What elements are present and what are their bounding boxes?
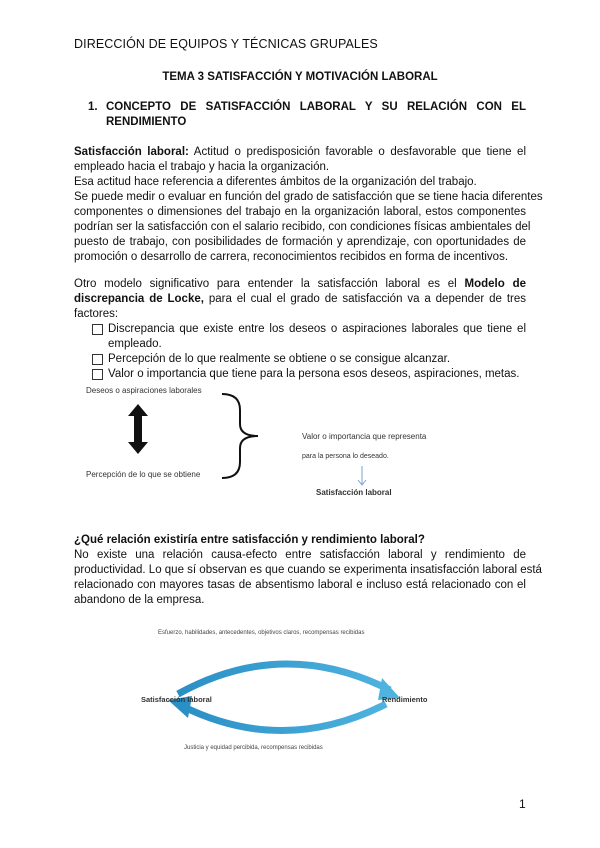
definition-text: Actitud o predisposición favorable o desfavorable que tiene el	[188, 146, 526, 158]
chapter-title: TEMA 3 SATISFACCIÓN Y MOTIVACIÓN LABORAL	[162, 71, 438, 83]
definition-paragraph	[74, 145, 543, 265]
factor-line: empleado.	[108, 338, 162, 350]
diagram-perception-label: Percepción de lo que se obtiene	[86, 470, 201, 479]
relation-paragraph	[74, 548, 542, 608]
cycle-bottom-label: Justicia y equidad percibida, recompensas recibidas	[184, 745, 323, 751]
relation-question: ¿Qué relación existiría entre satisfacción y rendimiento laboral?	[74, 534, 425, 546]
factor-line: Valor o importancia que tiene para la persona esos deseos, aspiraciones, metas.	[108, 368, 520, 380]
definition-term: Satisfacción laboral:	[74, 146, 189, 158]
relation-line: abandono de la empresa.	[74, 594, 205, 606]
checkbox-icon	[92, 324, 103, 335]
relation-line: No existe una relación causa-efecto entre satisfacción laboral y rendimiento de	[74, 549, 526, 561]
cycle-top-label: Esfuerzo, habilidades, antecedentes, objetivos claros, recompensas recibidas	[158, 630, 365, 636]
factor-list	[90, 322, 526, 382]
page-number: 1	[519, 797, 526, 811]
locke-intro: Otro modelo significativo para entender la satisfacción laboral es el	[74, 278, 465, 290]
list-item	[90, 322, 526, 352]
measure-line: promoción o desarrollo de carrera, reconocimientos recibidos en forma de incentivos.	[74, 251, 509, 263]
section-heading-line2: RENDIMIENTO	[106, 116, 187, 128]
locke-text: para el cual el grado de satisfacción va a depender de tres	[203, 293, 527, 305]
locke-paragraph	[74, 277, 526, 322]
double-arrow-icon	[126, 404, 150, 454]
diagram-desires-label: Deseos o aspiraciones laborales	[86, 386, 202, 395]
measure-line: puesto de trabajo, con posibilidades de formación y aprendizaje, con oportunidades de	[74, 236, 526, 248]
locke-line3: factores:	[74, 308, 119, 320]
checkbox-icon	[92, 354, 103, 365]
cycle-arrows-icon	[148, 640, 418, 748]
diagram-result-label: Satisfacción laboral	[316, 488, 392, 497]
locke-model-name: Modelo de	[464, 278, 526, 290]
brace-icon	[218, 392, 268, 482]
diagram-value-label: Valor o importancia que representa	[302, 432, 427, 441]
relation-line: relacionado con mayores tasas de absentismo laboral e incluso está relacionado con el	[74, 579, 526, 591]
factor-line: Discrepancia que existe entre los deseos o aspiraciones laborales que tiene el	[108, 323, 526, 335]
measure-line: Se puede medir o evaluar en función del grado de satisfacción que se tiene hacia diferentes	[74, 191, 543, 203]
locke-model-name-2: discrepancia de Locke,	[74, 293, 204, 305]
definition-line3: Esa actitud hace referencia a diferentes ámbitos de la organización del trabajo.	[74, 176, 477, 188]
checkbox-icon	[92, 369, 103, 380]
measure-line: componentes o dimensiones del trabajo en la organización laboral, estos componentes	[74, 206, 526, 218]
locke-line1	[74, 277, 526, 292]
locke-line2	[74, 292, 526, 307]
factor-line: Percepción de lo que realmente se obtiene o se consigue alcanzar.	[108, 353, 451, 365]
relation-line: productividad. Lo que sí observan es que cuando se experimenta insatisfacción laboral está	[74, 564, 542, 576]
diagram-value-label-2: para la persona lo deseado.	[302, 453, 389, 460]
list-item	[90, 352, 526, 367]
list-item	[90, 367, 526, 382]
definition-line2: empleado hacia el trabajo y hacia la organización.	[74, 161, 330, 173]
section-heading-line1: CONCEPTO DE SATISFACCIÓN LABORAL Y SU RELACIÓN CON EL	[106, 101, 526, 113]
running-header: DIRECCIÓN DE EQUIPOS Y TÉCNICAS GRUPALES	[74, 37, 378, 51]
cycle-satisfaction-label: Satisfacción laboral	[141, 695, 212, 704]
cycle-performance-label: Rendimiento	[382, 695, 428, 704]
measure-line: podrían ser la satisfacción con el salario recibido, con condiciones físicas ambientales del	[74, 221, 531, 233]
definition-line1	[74, 145, 526, 160]
section-number: 1.	[88, 101, 98, 113]
down-arrow-icon	[356, 466, 368, 488]
